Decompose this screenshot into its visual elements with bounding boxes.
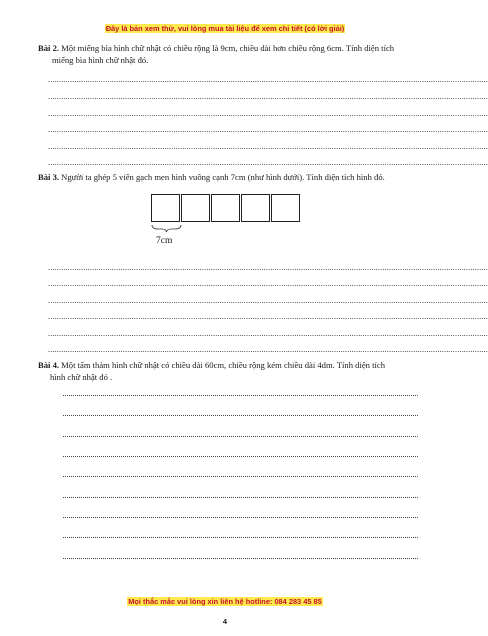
exercise-3-label: Bài 3. [38, 172, 60, 182]
answer-line [63, 456, 418, 457]
exercise-3-text: Người ta ghép 5 viên gạch men hình vuông cạnh 7cm (như hình dưới). Tính diện tích hình đó. [59, 172, 385, 182]
exercise-4-text: Một tấm thảm hình chữ nhật có chiều dài 60cm, chiều rộng kém chiều dài 4dm. Tính diện tích [59, 360, 385, 370]
side-brace [150, 224, 184, 234]
exercise-4-line2: hình chữ nhật đó . [50, 371, 113, 382]
tiles-figure [151, 194, 301, 222]
square-tile [271, 194, 300, 222]
answer-line: ........................................................................................................................................................................................................ [48, 263, 488, 272]
answer-line: ........................................................................................................................................................................................................ [48, 158, 488, 167]
preview-notice-banner [0, 24, 450, 33]
page-number: 4 [222, 617, 228, 626]
square-tile [241, 194, 270, 222]
answer-line: ........................................................................................................................................................................................................ [48, 296, 488, 305]
hotline-text: Mọi thắc mắc vui lòng xin liên hệ hotline: 084 283 45 85 [128, 597, 322, 606]
exercise-4 [38, 360, 418, 383]
answer-line [63, 476, 418, 477]
answer-line [63, 558, 418, 559]
answer-line [63, 497, 418, 498]
side-length-label: 7cm [156, 236, 173, 246]
square-tile [211, 194, 240, 222]
answer-line: ........................................................................................................................................................................................................ [48, 75, 488, 84]
answer-line: ........................................................................................................................................................................................................ [48, 142, 488, 151]
answer-line [63, 517, 418, 518]
preview-notice-text: Đây là bản xem thử, vui lòng mua tài liệu để xem chi tiết (có lời giải) [105, 24, 345, 33]
hotline-notice [0, 597, 450, 606]
answer-line: ........................................................................................................................................................................................................ [48, 279, 488, 288]
answer-line [63, 537, 418, 538]
square-tile [151, 194, 180, 222]
answer-line: ........................................................................................................................................................................................................ [48, 125, 488, 134]
answer-line: ........................................................................................................................................................................................................ [48, 92, 488, 101]
exercise-2-line1 [38, 43, 418, 55]
answer-line [63, 415, 418, 416]
answer-line [63, 436, 418, 437]
square-tile [181, 194, 210, 222]
exercise-2 [38, 43, 418, 66]
answer-line: ........................................................................................................................................................................................................ [48, 109, 488, 118]
answer-line: ........................................................................................................................................................................................................ [48, 329, 488, 338]
answer-line [63, 395, 418, 396]
exercise-2-text: Một miếng bìa hình chữ nhật có chiều rộng là 9cm, chiều dài hơn chiều rộng 6cm. Tính diện tích [59, 43, 395, 53]
answer-line: ........................................................................................................................................................................................................ [48, 312, 488, 321]
exercise-2-line2: miếng bìa hình chữ nhật đó. [52, 54, 149, 65]
exercise-2-label: Bài 2. [38, 43, 60, 53]
answer-line: ........................................................................................................................................................................................................ [48, 345, 488, 354]
exercise-3 [38, 172, 418, 184]
exercise-4-label: Bài 4. [38, 360, 60, 370]
